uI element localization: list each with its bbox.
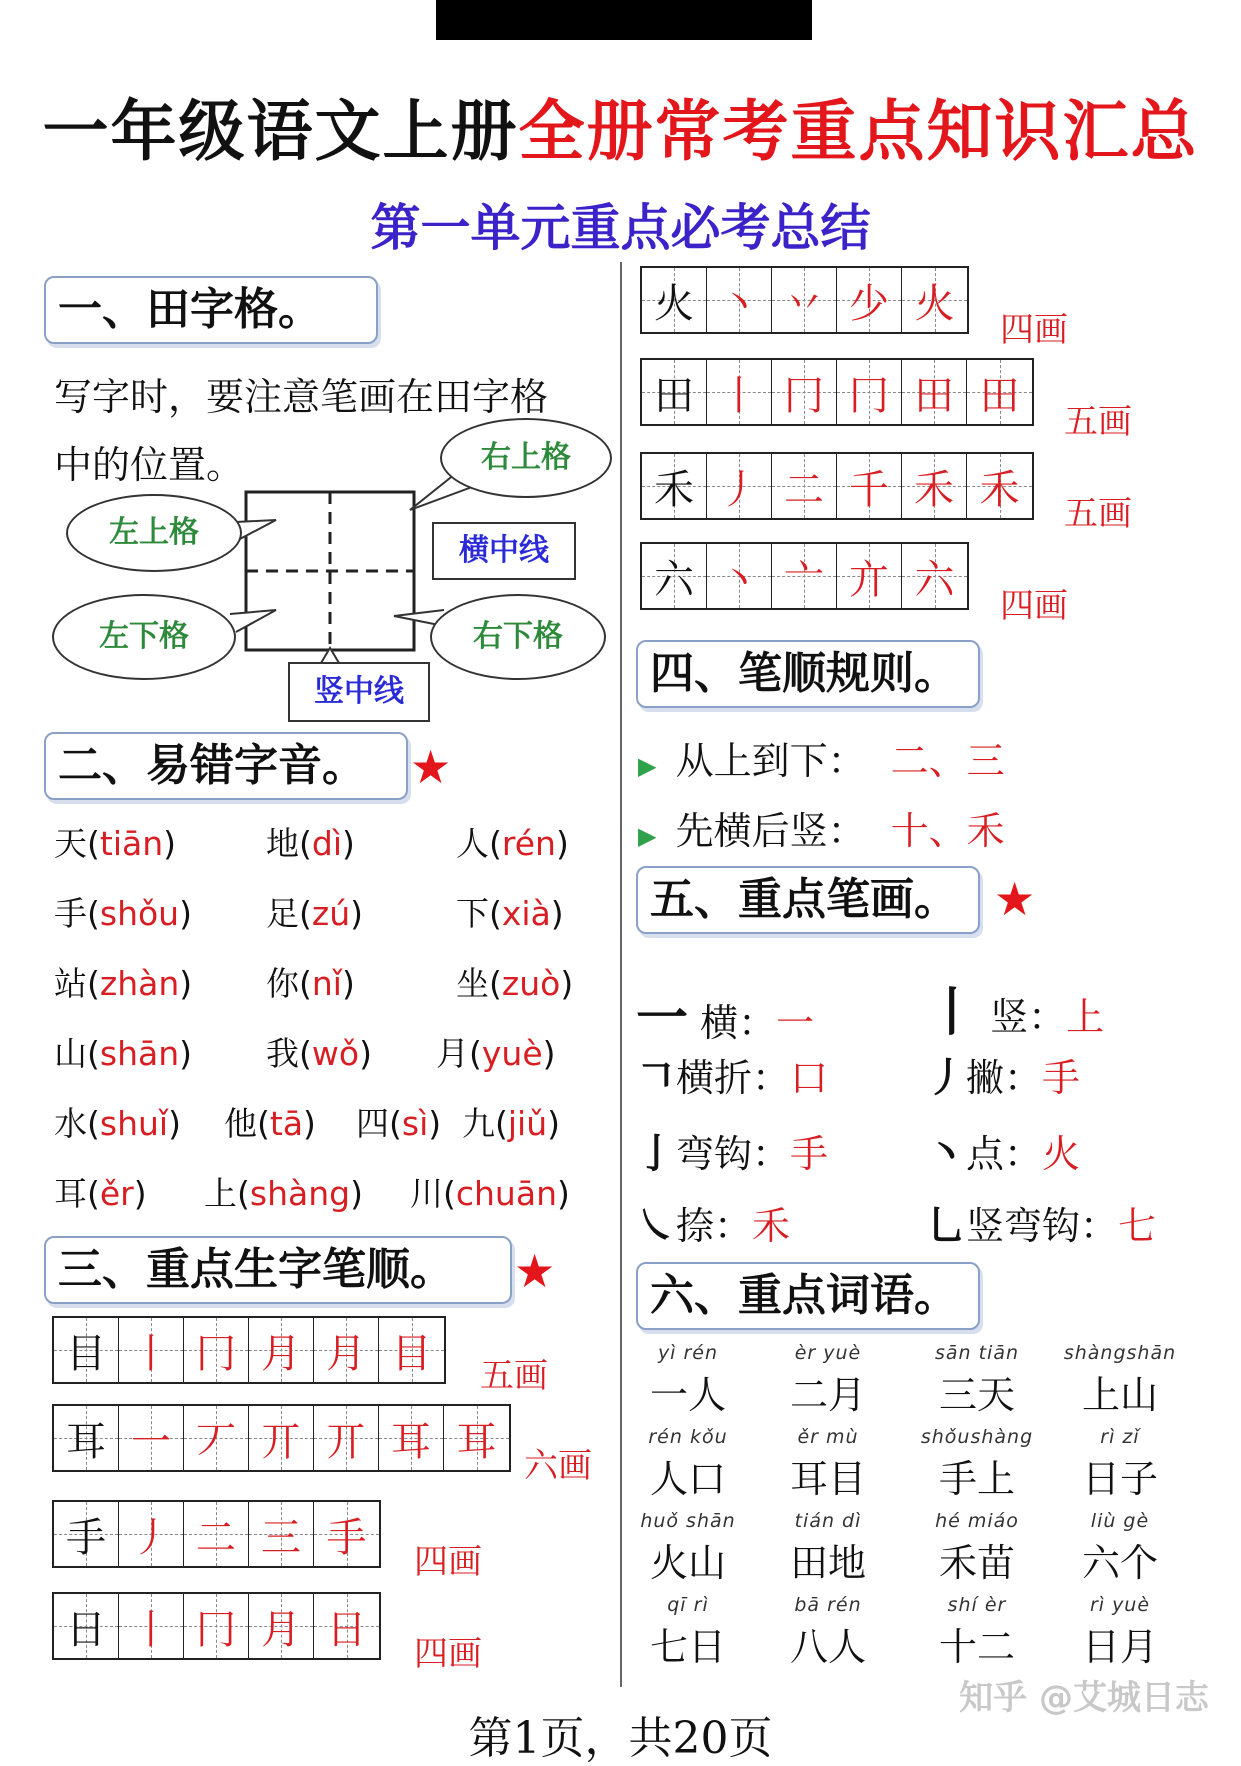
pinyin-item: 山(shān) bbox=[54, 1034, 192, 1073]
pinyin-item: 足(zú) bbox=[266, 894, 363, 933]
grid-cell: 二 bbox=[184, 1502, 249, 1566]
grid-cell: 目 bbox=[54, 1318, 119, 1382]
word-item: rì zǐ 日子 bbox=[1081, 1426, 1158, 1501]
page-footer: 第1页，共20页 bbox=[468, 1713, 773, 1764]
word-item: hé miáo 禾苗 bbox=[935, 1510, 1019, 1585]
stroke-count: 四画 bbox=[1000, 586, 1068, 626]
grid-cell: 田 bbox=[642, 360, 707, 424]
stroke-item: 亅弯钩：手 bbox=[636, 1130, 829, 1177]
grid-cell: 三 bbox=[249, 1502, 314, 1566]
pinyin-item: 九(jiǔ) bbox=[462, 1104, 561, 1143]
grid-cell: 一 bbox=[119, 1406, 184, 1470]
section5-star-icon: ★ bbox=[994, 872, 1036, 926]
grid-cell: 禾 bbox=[967, 454, 1032, 518]
pinyin-item: 他(tā) bbox=[224, 1104, 316, 1143]
grid-cell: 亣 bbox=[837, 544, 902, 608]
grid-cell: 耳 bbox=[54, 1406, 119, 1470]
tianzige-diagram bbox=[0, 0, 620, 740]
word-item: huǒ shān 火山 bbox=[640, 1510, 736, 1585]
triangle-bullet-icon: ▶ bbox=[638, 822, 657, 850]
grid-cell: 手 bbox=[54, 1502, 119, 1566]
word-item: qī rì 七日 bbox=[649, 1594, 726, 1669]
stroke-count: 五画 bbox=[1064, 402, 1132, 442]
grid-cell: 丿 bbox=[707, 454, 772, 518]
grid-cell: 亠 bbox=[772, 544, 837, 608]
stroke-item: 一 横：一 bbox=[636, 988, 815, 1049]
grid-cell: 丌 bbox=[314, 1406, 379, 1470]
grid-cell: 丶 bbox=[707, 544, 772, 608]
pinyin-item: 上(shàng) bbox=[204, 1174, 363, 1213]
grid-cell: 丶 bbox=[707, 268, 772, 332]
grid-cell: 六 bbox=[642, 544, 707, 608]
grid-cell: 日 bbox=[54, 1594, 119, 1658]
word-item: èr yuè 二月 bbox=[789, 1342, 866, 1417]
stroke-grid-he bbox=[640, 452, 1034, 520]
stroke-grid-shou bbox=[52, 1500, 381, 1568]
grid-cell: 耳 bbox=[444, 1406, 509, 1470]
stroke-count: 五画 bbox=[480, 1356, 548, 1396]
grid-cell: 丨 bbox=[119, 1318, 184, 1382]
grid-cell: 丨 bbox=[707, 360, 772, 424]
grid-cell: 目 bbox=[379, 1318, 444, 1382]
grid-cell: 千 bbox=[837, 454, 902, 518]
word-item: liù gè 六个 bbox=[1081, 1510, 1158, 1585]
pinyin-item: 水(shuǐ) bbox=[54, 1104, 181, 1143]
grid-cell: 丷 bbox=[772, 268, 837, 332]
pinyin-item: 四(sì) bbox=[356, 1104, 442, 1143]
rule-item: ▶ 从上到下： 二、三 bbox=[638, 739, 1005, 783]
word-item: tián dì 田地 bbox=[789, 1510, 866, 1585]
grid-cell: 禾 bbox=[902, 454, 967, 518]
unit-subtitle: 第一单元重点必考总结 bbox=[370, 199, 871, 257]
pinyin-item: 手(shǒu) bbox=[54, 894, 192, 933]
pinyin-item: 月(yuè) bbox=[436, 1034, 556, 1073]
section2-heading: 二、易错字音。 bbox=[44, 732, 408, 800]
grid-cell: 冂 bbox=[772, 360, 837, 424]
stroke-count: 四画 bbox=[414, 1542, 482, 1582]
bubble-bottom-left: 左下格 bbox=[52, 594, 236, 680]
word-item: ěr mù 耳目 bbox=[789, 1426, 866, 1501]
grid-cell: 日 bbox=[314, 1594, 379, 1658]
section1-text-line1: 写字时，要注意笔画在田字格 bbox=[54, 375, 549, 419]
word-item: shǒushàng 手上 bbox=[920, 1426, 1034, 1501]
pinyin-item: 川(chuān) bbox=[410, 1174, 570, 1213]
section5-heading: 五、重点笔画。 bbox=[636, 866, 980, 934]
stroke-item: 丨 竖：上 bbox=[926, 982, 1105, 1043]
grid-cell: 耳 bbox=[379, 1406, 444, 1470]
triangle-bullet-icon: ▶ bbox=[638, 752, 657, 780]
stroke-count: 四画 bbox=[414, 1634, 482, 1674]
grid-cell: 火 bbox=[902, 268, 967, 332]
word-item: shí èr 十二 bbox=[938, 1594, 1015, 1669]
bubble-top-right: 右上格 bbox=[440, 418, 612, 498]
grid-cell: 田 bbox=[967, 360, 1032, 424]
pinyin-item: 站(zhàn) bbox=[54, 964, 193, 1003]
grid-cell: 田 bbox=[902, 360, 967, 424]
grid-cell: 月 bbox=[249, 1318, 314, 1382]
word-item: sān tiān 三天 bbox=[934, 1342, 1020, 1417]
grid-cell: 手 bbox=[314, 1502, 379, 1566]
grid-cell: 丆 bbox=[184, 1406, 249, 1470]
stroke-item: 丶点：火 bbox=[926, 1130, 1081, 1177]
grid-cell: 冂 bbox=[184, 1318, 249, 1382]
stroke-item: 𠃍横折：口 bbox=[636, 1054, 829, 1101]
word-item: rén kǒu 人口 bbox=[648, 1426, 728, 1501]
stroke-grid-huo bbox=[640, 266, 969, 334]
stroke-grid-liu bbox=[640, 542, 969, 610]
stroke-grid-er bbox=[52, 1404, 511, 1472]
word-item: shàngshān 上山 bbox=[1063, 1342, 1177, 1417]
section4-heading: 四、笔顺规则。 bbox=[636, 640, 980, 708]
grid-cell: 二 bbox=[772, 454, 837, 518]
pinyin-item: 下(xià) bbox=[456, 894, 564, 933]
grid-cell: 火 bbox=[642, 268, 707, 332]
stroke-item: ㇏捺：禾 bbox=[636, 1202, 791, 1249]
grid-cell: 丌 bbox=[249, 1406, 314, 1470]
bubble-top-left: 左上格 bbox=[66, 494, 242, 572]
stroke-item: 丿撇：手 bbox=[926, 1054, 1081, 1101]
section1-text-line2: 中的位置。 bbox=[54, 443, 245, 487]
grid-cell: 少 bbox=[837, 268, 902, 332]
watermark: 知乎 @艾城日志 bbox=[959, 1678, 1209, 1718]
section6-heading: 六、重点词语。 bbox=[636, 1262, 980, 1330]
rule-item: ▶ 先横后竖： 十、禾 bbox=[638, 809, 1005, 853]
section1-heading: 一、田字格。 bbox=[44, 276, 378, 344]
title-black-part: 一年级语文上册 bbox=[42, 93, 519, 170]
column-divider bbox=[620, 262, 622, 1687]
stroke-item: 乚竖弯钩：七 bbox=[926, 1202, 1157, 1249]
stroke-grid-tian bbox=[640, 358, 1034, 426]
stroke-count: 四画 bbox=[1000, 310, 1068, 350]
section2-star-icon: ★ bbox=[410, 740, 452, 794]
section3-heading: 三、重点生字笔顺。 bbox=[44, 1236, 512, 1304]
stroke-grid-ri bbox=[52, 1592, 381, 1660]
section3-star-icon: ★ bbox=[514, 1244, 556, 1298]
grid-cell: 丿 bbox=[119, 1502, 184, 1566]
label-horizontal-midline: 横中线 bbox=[432, 522, 576, 580]
pinyin-item: 你(nǐ) bbox=[266, 964, 355, 1003]
grid-cell: 月 bbox=[314, 1318, 379, 1382]
grid-cell: 禾 bbox=[642, 454, 707, 518]
grid-cell: 六 bbox=[902, 544, 967, 608]
grid-cell: 月 bbox=[249, 1594, 314, 1658]
pinyin-item: 坐(zuò) bbox=[456, 964, 574, 1003]
stroke-count: 五画 bbox=[1064, 494, 1132, 534]
title-red-part: 全册常考重点知识汇总 bbox=[518, 93, 1199, 170]
pinyin-item: 地(dì) bbox=[266, 824, 355, 863]
pinyin-item: 天(tiān) bbox=[54, 824, 176, 863]
label-vertical-midline: 竖中线 bbox=[288, 662, 430, 722]
pinyin-item: 耳(ěr) bbox=[54, 1174, 147, 1213]
bubble-bottom-right: 右下格 bbox=[430, 594, 606, 680]
stroke-grid-mu bbox=[52, 1316, 446, 1384]
grid-cell: 冂 bbox=[837, 360, 902, 424]
grid-cell: 丨 bbox=[119, 1594, 184, 1658]
word-item: rì yuè 日月 bbox=[1081, 1594, 1158, 1669]
pinyin-item: 我(wǒ) bbox=[266, 1034, 372, 1073]
pinyin-item: 人(rén) bbox=[456, 824, 569, 863]
word-grid bbox=[628, 1342, 1188, 1672]
grid-cell: 冂 bbox=[184, 1594, 249, 1658]
word-item: bā rén 八人 bbox=[789, 1594, 866, 1669]
word-item: yì rén 一人 bbox=[649, 1342, 726, 1417]
stroke-list bbox=[636, 950, 1196, 1250]
stroke-count: 六画 bbox=[524, 1446, 592, 1486]
